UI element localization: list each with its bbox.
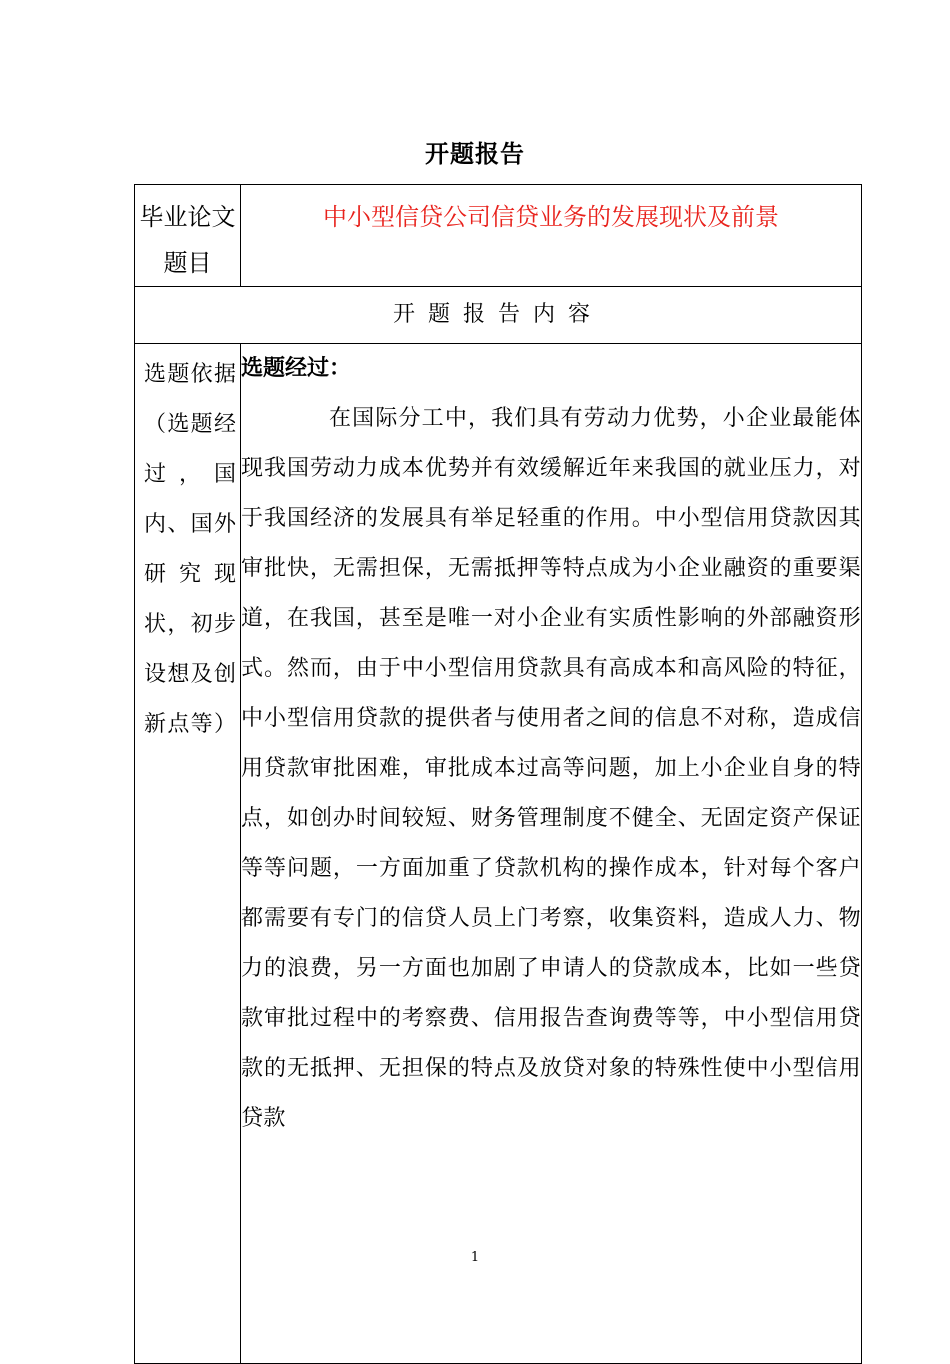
basis-label-cell [135,344,241,1364]
thesis-title-row [135,185,862,287]
section-header-cell [135,287,862,344]
basis-label: 选题依据（选题经过，国内、国外研究现状，初步设想及创新点等） [144,362,236,737]
section-subheading: 选题经过： [241,356,352,381]
thesis-title: 中小型信贷公司信贷业务的发展现状及前景 [323,203,779,231]
page-number: 1 [470,1250,480,1265]
thesis-title-cell [241,185,862,287]
thesis-title-label: 毕业论文题目 [139,203,236,277]
section-header-row [135,287,862,344]
document-title: 开题报告 [425,140,525,168]
basis-content-cell [241,344,862,1364]
body-paragraph: 在国际分工中，我们具有劳动力优势，小企业最能体现我国劳动力成本优势并有效缓解近年来我国的就业压力，对于我国经济的发展具有举足轻重的作用。中小型信用贷款因其审批快，无需担保，无需抵押等特点成为小企业融资的重要渠道，在我国，甚至是唯一对小企业有实质性影响的外部融资形式。然而，由于中小型信用贷款具有高成本和高风险的特征，中小型信用贷款的提供者与使用者之间的信息不对称，造成信用贷款审批困难，审批成本过高等问题，加上小企业自身的特点，如创办时间较短、财务管理制度不健全、无固定资产保证等等问题，一方面加重了贷款机构的操作成本，针对每个客户都需要有专门的信贷人员上门考察，收集资料，造成人力、物力的浪费，另一方面也加剧了申请人的贷款成本，比如一些贷款审批过程中的考察费、信用报告查询费等等，中小型信用贷款的无抵押、无担保的特点及放贷对象的特殊性使中小型信用贷款 [241,406,861,1131]
section-header: 开题报告内容 [392,302,603,327]
basis-row [135,344,862,1364]
proposal-table [134,184,862,1364]
thesis-title-label-cell [135,185,241,287]
